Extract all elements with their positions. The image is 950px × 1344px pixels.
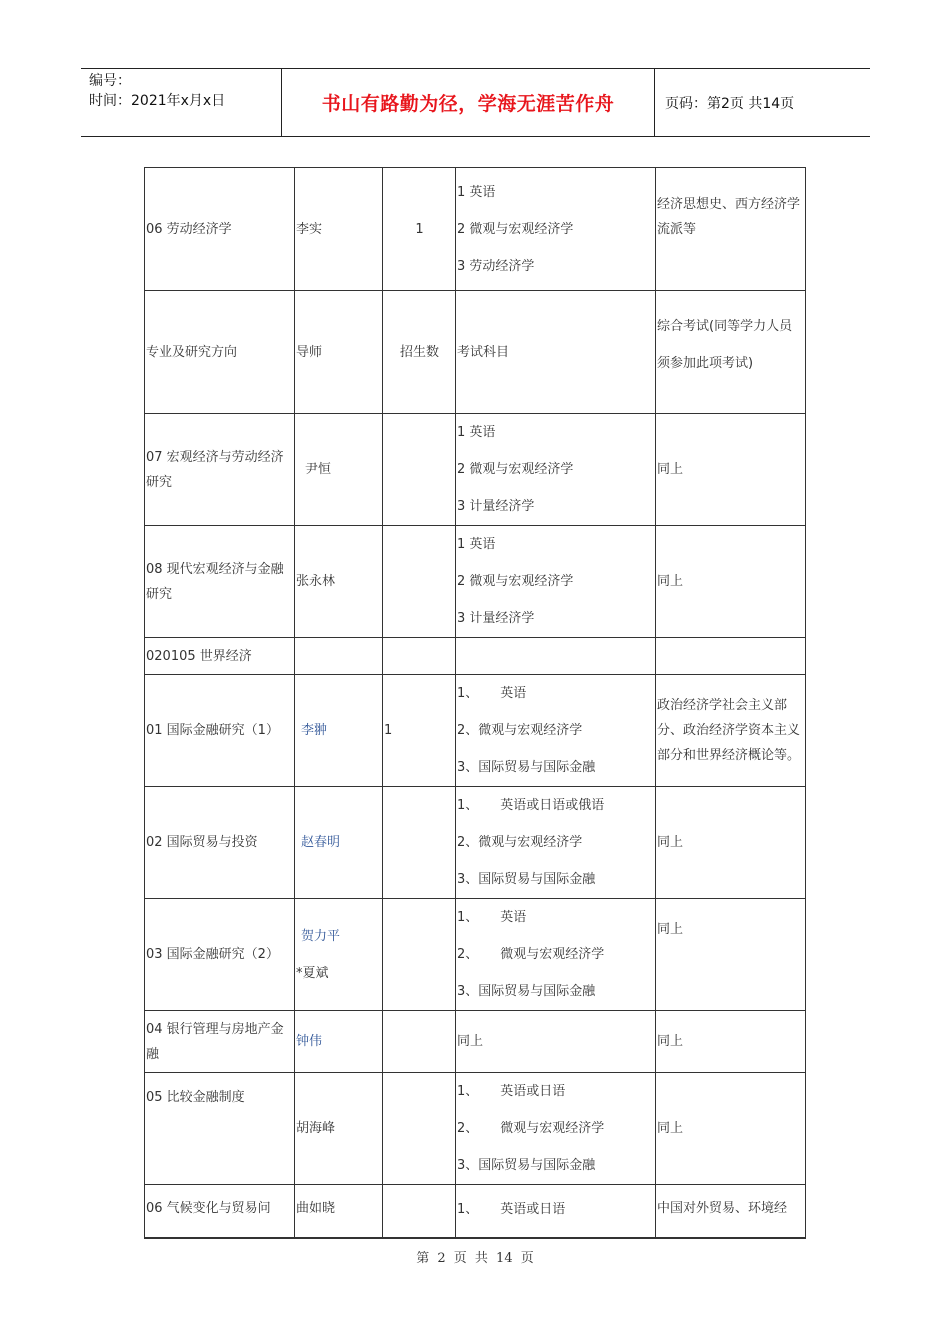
tutor-cell: 赵春明: [295, 787, 383, 899]
exam-cell: [456, 638, 656, 675]
exam-item: [457, 936, 655, 973]
header-motto: 书山有路勤为径，学海无涯苦作舟: [281, 69, 655, 136]
table-row: [145, 168, 806, 291]
exam-item: 1 英语: [457, 184, 496, 200]
tutor-cell: [295, 638, 383, 675]
number-label: 编号：: [89, 73, 131, 89]
exam-num: 2、: [457, 1121, 479, 1136]
tutor-cell: 李实: [295, 168, 383, 291]
count-cell: 1: [383, 168, 456, 291]
exam-item: 2 微观与宏观经济学: [457, 462, 574, 477]
table-row: [145, 675, 806, 787]
header-page-info: 页码：第2页 共14页: [665, 95, 795, 112]
exam-item: [457, 899, 655, 936]
exam-text: 英语或日语或俄语: [500, 798, 605, 813]
count-cell: [383, 1185, 456, 1238]
exam-text: 英语: [500, 686, 527, 701]
count-cell: [383, 1073, 456, 1185]
exam-item: 2 微观与宏观经济学: [457, 221, 574, 237]
exam-num: 1、: [457, 798, 479, 813]
comprehensive-cell: 同上: [656, 899, 806, 1011]
exam-num: 1、: [457, 910, 479, 925]
major-cell: 01 国际金融研究（1）: [145, 675, 295, 787]
section-row: [145, 638, 806, 675]
table-row: [145, 1011, 806, 1073]
exam-item: 3 计量经济学: [457, 499, 535, 514]
comprehensive-cell: 同上: [656, 1073, 806, 1185]
exam-item: 1 英语: [457, 537, 496, 552]
exam-num: 1、: [457, 1202, 479, 1217]
tutor-name: *夏斌: [296, 965, 329, 981]
exam-item: 3 劳动经济学: [457, 258, 535, 274]
page-footer: 第 2 页 共 14 页: [416, 1251, 534, 1266]
major-cell: 06 劳动经济学: [145, 168, 295, 291]
time-label: 时间：2021年x月x日: [89, 93, 226, 109]
exam-text: 英语或日语: [500, 1202, 566, 1217]
exam-cell: [456, 1073, 656, 1185]
count-cell: [383, 899, 456, 1011]
header-meta: [81, 69, 281, 136]
exam-item: [457, 675, 655, 712]
exam-item: 3、国际贸易与国际金融: [457, 1158, 596, 1173]
exam-item: [457, 787, 655, 824]
exam-cell: [456, 414, 656, 526]
exam-cell: [456, 675, 656, 787]
comprehensive-cell: 中国对外贸易、环境经: [656, 1185, 806, 1238]
exam-text: 微观与宏观经济学: [500, 947, 605, 962]
table-row: [145, 787, 806, 899]
count-cell: [383, 526, 456, 638]
major-cell: 07 宏观经济与劳动经济研究: [145, 414, 295, 526]
tutor-cell: [295, 899, 383, 1011]
exam-cell: [456, 787, 656, 899]
comprehensive-cell: 政治经济学社会主义部分、政治经济学资本主义部分和世界经济概论等。: [656, 675, 806, 787]
exam-num: 2、: [457, 947, 479, 962]
table-row: [145, 899, 806, 1011]
tutor-cell: 张永林: [295, 526, 383, 638]
table-row: [145, 1185, 806, 1238]
exam-cell: [456, 168, 656, 291]
comprehensive-cell: 同上: [656, 526, 806, 638]
major-cell: 03 国际金融研究（2）: [145, 899, 295, 1011]
count-cell: [383, 787, 456, 899]
exam-item: 2 微观与宏观经济学: [457, 574, 574, 589]
exam-num: 1、: [457, 686, 479, 701]
header-comprehensive: 综合考试(同等学力人员须参加此项考试): [656, 291, 806, 414]
tutor-name: 贺力平: [301, 928, 341, 944]
exam-text: 英语: [500, 910, 527, 925]
header-major: 专业及研究方向: [145, 291, 295, 414]
count-cell: 1: [383, 675, 456, 787]
exam-item: 2、微观与宏观经济学: [457, 835, 583, 850]
major-cell: 05 比较金融制度: [145, 1073, 295, 1185]
exam-item: 3、国际贸易与国际金融: [457, 984, 596, 999]
count-cell: [383, 414, 456, 526]
comprehensive-cell: 经济思想史、西方经济学流派等: [656, 168, 806, 291]
exam-cell: [456, 1185, 656, 1238]
exam-num: 1、: [457, 1084, 479, 1099]
table-row: [145, 526, 806, 638]
tutor-cell: 钟伟: [295, 1011, 383, 1073]
section-title: 020105 世界经济: [145, 638, 295, 675]
exam-item: 1 英语: [457, 425, 496, 440]
enrollment-table: [144, 167, 806, 1239]
exam-cell: 同上: [456, 1011, 656, 1073]
exam-text: 微观与宏观经济学: [500, 1121, 605, 1136]
comprehensive-cell: 同上: [656, 787, 806, 899]
exam-item: 3、国际贸易与国际金融: [457, 760, 596, 775]
tutor-cell: 李翀: [295, 675, 383, 787]
count-cell: [383, 638, 456, 675]
exam-item: 3 计量经济学: [457, 611, 535, 626]
major-cell: 04 银行管理与房地产金融: [145, 1011, 295, 1073]
comprehensive-cell: 同上: [656, 414, 806, 526]
header-tutor: 导师: [295, 291, 383, 414]
tutor-cell: 尹恒: [295, 414, 383, 526]
exam-cell: [456, 526, 656, 638]
comprehensive-cell: [656, 638, 806, 675]
major-cell: 06 气候变化与贸易问: [145, 1185, 295, 1238]
exam-item: 2、微观与宏观经济学: [457, 723, 583, 738]
tutor-cell: 胡海峰: [295, 1073, 383, 1185]
major-cell: 08 现代宏观经济与金融研究: [145, 526, 295, 638]
exam-item: 3、国际贸易与国际金融: [457, 872, 596, 887]
exam-text: 英语或日语: [500, 1084, 566, 1099]
table-row: [145, 414, 806, 526]
exam-item: [457, 1110, 655, 1147]
count-cell: [383, 1011, 456, 1073]
header-count: 招生数: [383, 291, 456, 414]
exam-item: [457, 1073, 655, 1110]
table-header-row: [145, 291, 806, 414]
major-cell: 02 国际贸易与投资: [145, 787, 295, 899]
tutor-cell: 曲如晓: [295, 1185, 383, 1238]
page-header: [81, 68, 870, 137]
exam-cell: [456, 899, 656, 1011]
exam-item: [457, 1191, 655, 1228]
table-row: [145, 1073, 806, 1185]
comprehensive-cell: 同上: [656, 1011, 806, 1073]
header-exam: 考试科目: [456, 291, 656, 414]
